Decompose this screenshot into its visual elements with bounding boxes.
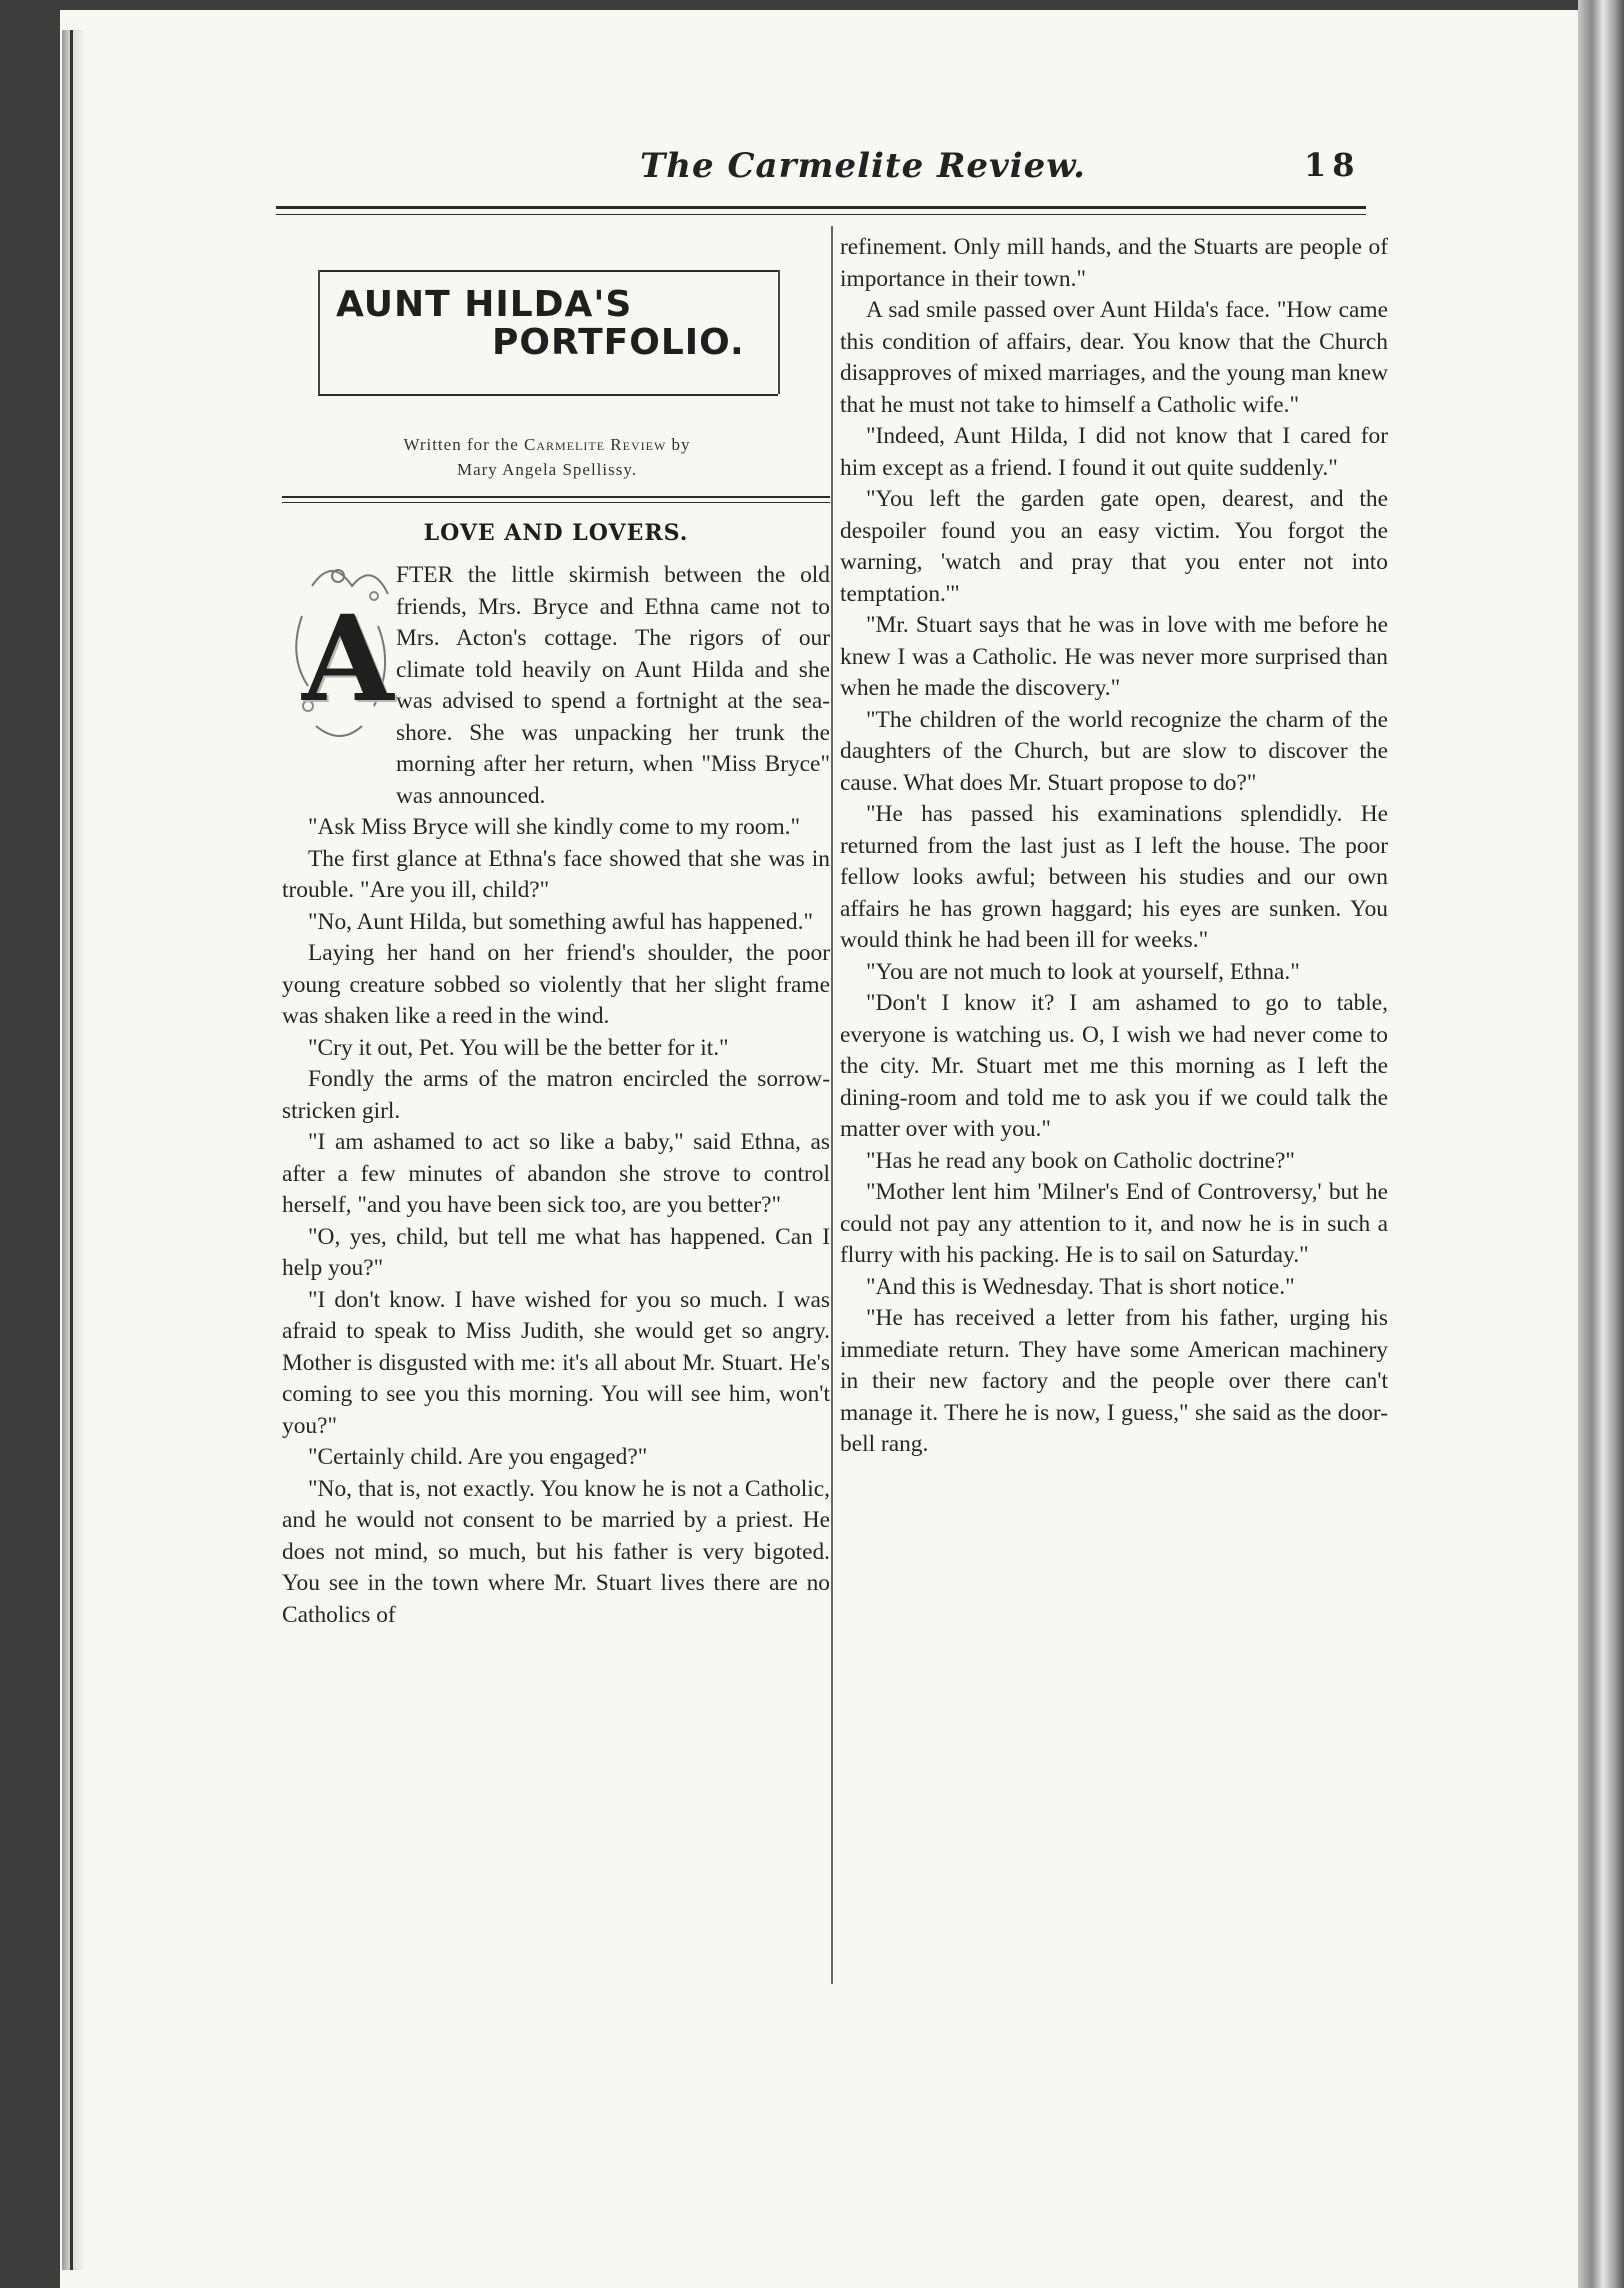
- paragraph: A sad smile passed over Aunt Hilda's face. "How came this condition of affairs, dear. You know that the Church disapproves of mixed marriages, and the young man knew that he must not take to himself a Catholic wife.": [840, 297, 1388, 418]
- paragraph: "I don't know. I have wished for you so much. I was afraid to speak to Miss Judith, she would get so angry. Mother is disgusted with me: it's all about Mr. Stuart. He's coming to see you this morning. You will see him, won't you?": [282, 1286, 830, 1439]
- paragraph: "You are not much to look at yourself, Ethna.": [866, 958, 1300, 985]
- paragraph: Laying her hand on her friend's shoulder, the poor young creature sobbed so violently that her slight frame was shaken like a reed in the wind.: [282, 940, 830, 1029]
- paragraph: "The children of the world recognize the charm of the daughters of the Church, but are slow to discover the cause. What does Mr. Stuart propose to do?": [840, 706, 1388, 796]
- header-rule-thin: [276, 214, 1366, 215]
- byline-rule-thin: [282, 502, 830, 503]
- paragraph: "Mr. Stuart says that he was in love with me before he knew I was a Catholic. He was never more surprised than when he made the discovery.": [840, 612, 1388, 701]
- paragraph: FTER the little skirmish between the old friends, Mrs. Bryce and Ethna came not to Mrs. Acton's cottage. The rigors of our climate told heavily on Aunt Hilda and she was advised to spend a fortnight at the sea-shore. She was unpacking her trunk the morning after her return, when "Miss Bryce" was announced.: [396, 562, 830, 809]
- paragraph: "No, Aunt Hilda, but something awful has happened.": [308, 908, 814, 935]
- drop-cap-letter: A: [302, 589, 394, 728]
- paragraph: refinement. Only mill hands, and the Stuarts are people of importance in their town.": [840, 234, 1388, 292]
- book-gutter: [62, 30, 84, 2270]
- column-divider: [831, 226, 833, 1984]
- paragraph: "Has he read any book on Catholic doctrine?": [866, 1147, 1295, 1174]
- paragraph: "O, yes, child, but tell me what has happened. Can I help you?": [282, 1223, 830, 1281]
- page-number: 18: [1304, 146, 1361, 184]
- paragraph: "Certainly child. Are you engaged?": [308, 1444, 648, 1470]
- byline-publication: Carmelite Review: [524, 435, 667, 454]
- byline-suffix: by: [671, 435, 691, 454]
- author-name: Mary Angela Spellissy.: [456, 460, 638, 479]
- paragraph: "You left the garden gate open, dearest, and the despoiler found you an easy victim. You forgot the warning, 'watch and pray that you enter not into temptation.'": [840, 486, 1388, 607]
- paragraph: "He has passed his examinations splendidly. He returned from the last just as I left the house. The poor fellow looks awful; between his studies and our own affairs he has grown haggard; his eyes are sunken. You would think he had been ill for weeks.": [840, 801, 1388, 953]
- article-title-line2: PORTFOLIO.: [492, 322, 745, 363]
- title-box-bottom-rule: [318, 394, 778, 396]
- gutter-line: [70, 30, 73, 2270]
- paragraph: "Ask Miss Bryce will she kindly come to my room.": [308, 814, 801, 840]
- paragraph: "No, that is, not exactly. You know he is not a Catholic, and he would not consent to be married by a priest. He does not mind, so much, but his father is very bigoted. You see in the town where Mr. Stuart lives there are no Catholics of: [282, 1475, 830, 1628]
- paragraph: "He has received a letter from his father, urging his immediate return. They have some American machinery in their new factory and the people over there can't manage it. There he is now, I guess," she said as the door-bell rang.: [840, 1305, 1388, 1457]
- paragraph: "Mother lent him 'Milner's End of Controversy,' but he could not pay any attention to it, and now he is in such a flurry with his packing. He is to sail on Saturday.": [840, 1179, 1388, 1268]
- paragraph: The first glance at Ethna's face showed that she was in trouble. "Are you ill, child?": [282, 845, 830, 903]
- byline-prefix: Written for the: [403, 435, 519, 454]
- paragraph: "Don't I know it? I am ashamed to go to table, everyone is watching us. O, I wish we had never come to the city. Mr. Stuart met me this morning as I left the dining-room and told me to ask you if we could talk the matter over with you.": [840, 990, 1388, 1142]
- paragraph: "And this is Wednesday. That is short notice.": [866, 1273, 1295, 1300]
- journal-title: The Carmelite Review.: [640, 146, 1086, 186]
- byline: [318, 432, 776, 482]
- section-heading: LOVE AND LOVERS.: [423, 520, 689, 546]
- article-title-line1: AUNT HILDA'S: [336, 284, 633, 325]
- page-edge: [1578, 0, 1624, 2288]
- paragraph: "I am ashamed to act so like a baby," said Ethna, as after a few minutes of abandon she strove to control herself, "and you have been sick too, are you better?": [282, 1129, 830, 1218]
- header-rule: [276, 206, 1366, 209]
- right-column: [840, 232, 1388, 1461]
- left-column: [282, 560, 830, 1631]
- byline-rule: [282, 496, 830, 498]
- paragraph: "Indeed, Aunt Hilda, I did not know that I cared for him except as a friend. I found it out quite suddenly.": [840, 423, 1388, 481]
- paragraph: Fondly the arms of the matron encircled the sorrow-stricken girl.: [282, 1066, 830, 1124]
- paragraph: "Cry it out, Pet. You will be the better for it.": [308, 1034, 729, 1061]
